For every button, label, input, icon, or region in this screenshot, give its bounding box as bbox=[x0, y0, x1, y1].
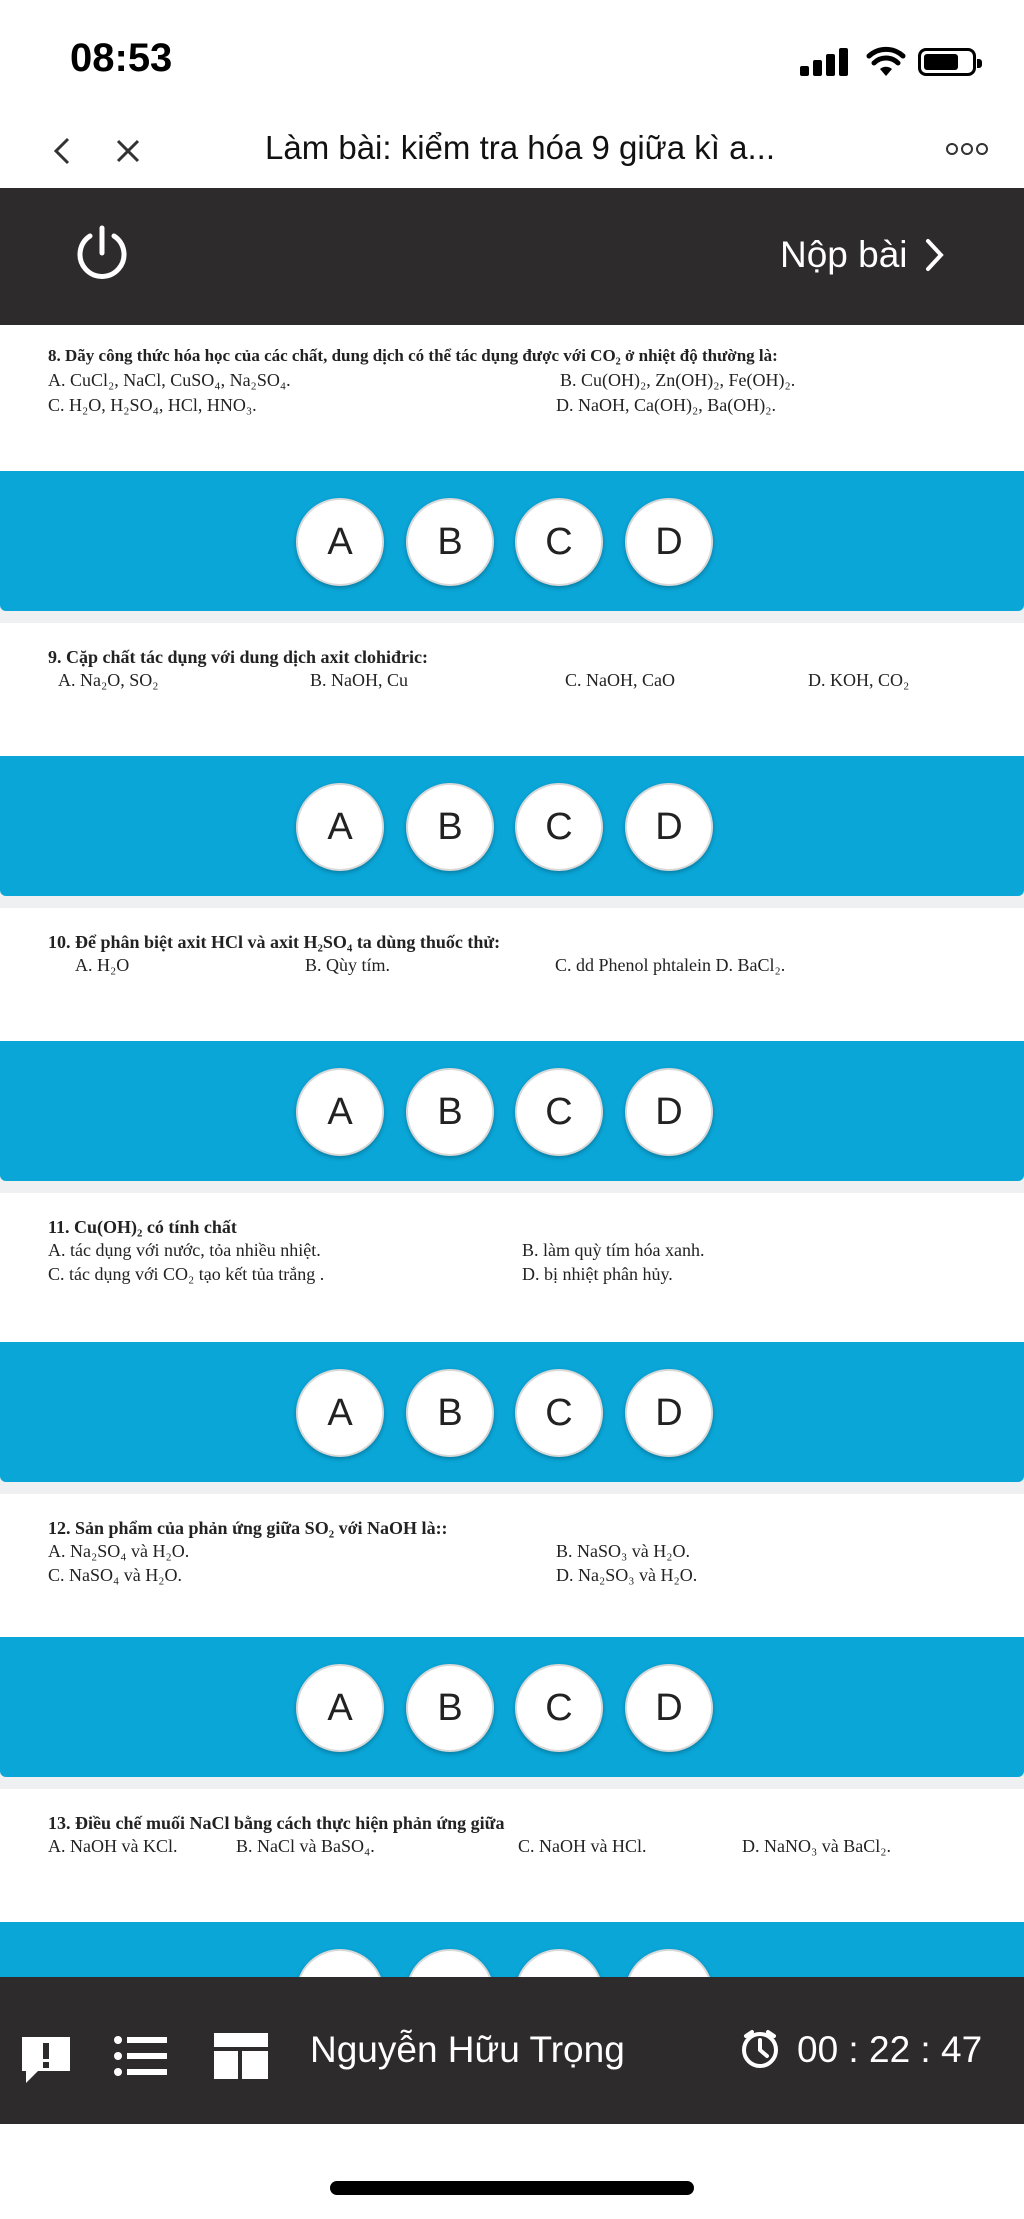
answer-b-button[interactable]: B bbox=[406, 1664, 494, 1752]
answer-c-button[interactable]: C bbox=[515, 1664, 603, 1752]
answer-a-button[interactable]: A bbox=[296, 783, 384, 871]
option-text: A. Na₂O, SO₂ bbox=[58, 670, 159, 690]
option-text: D. Na₂SO₃ và H₂O. bbox=[556, 1565, 698, 1585]
answer-d-button[interactable]: D bbox=[625, 1664, 713, 1752]
timer-icon bbox=[740, 2029, 780, 2069]
answer-b-button[interactable]: B bbox=[406, 1369, 494, 1457]
question-list[interactable] bbox=[0, 325, 1024, 1977]
layout-icon[interactable] bbox=[214, 2033, 268, 2079]
option-text: A. CuCl₂, NaCl, CuSO₄, Na₂SO₄. bbox=[48, 370, 291, 390]
battery-icon bbox=[918, 48, 976, 76]
question-text: 8. Dãy công thức hóa học của các chất, dung dịch có thể tác dụng được với CO₂ ở nhiệt độ thường là: bbox=[48, 346, 778, 365]
home-area bbox=[0, 2124, 1024, 2219]
answer-b-button[interactable]: B bbox=[406, 498, 494, 586]
student-name: Nguyễn Hữu Trọng bbox=[310, 2029, 625, 2070]
nav-bar bbox=[0, 115, 1024, 188]
option-text: C. NaOH và HCl. bbox=[518, 1836, 647, 1856]
chevron-left-icon[interactable] bbox=[44, 133, 80, 169]
answer-b-button[interactable]: B bbox=[406, 783, 494, 871]
answer-a-button[interactable]: A bbox=[296, 498, 384, 586]
answer-bar bbox=[0, 471, 1024, 611]
option-text: D. KOH, CO₂ bbox=[808, 670, 910, 690]
option-text: D. bị nhiệt phân hủy. bbox=[522, 1264, 673, 1284]
answer-b-button[interactable]: B bbox=[406, 1068, 494, 1156]
question-text: 9. Cặp chất tác dụng với dung dịch axit clohiđric: bbox=[48, 647, 429, 667]
option-text: C. H₂O, H₂SO₄, HCl, HNO₃. bbox=[48, 395, 257, 415]
quiz-footer bbox=[0, 1977, 1024, 2124]
option-text: B. làm quỳ tím hóa xanh. bbox=[522, 1240, 705, 1260]
question-text: 13. Điều chế muối NaCl bằng cách thực hiện phản ứng giữa bbox=[48, 1813, 505, 1833]
answer-a-button[interactable]: A bbox=[296, 1664, 384, 1752]
chevron-right-icon bbox=[924, 238, 946, 272]
answer-d-button[interactable]: D bbox=[625, 1369, 713, 1457]
answer-c-button[interactable]: C bbox=[515, 1369, 603, 1457]
submit-label: Nộp bài bbox=[780, 234, 908, 275]
option-text: B. Qùy tím. bbox=[305, 955, 391, 975]
option-text: A. H₂O bbox=[75, 955, 130, 975]
option-text: B. NaCl và BaSO₄. bbox=[236, 1836, 375, 1856]
answer-d-button[interactable]: D bbox=[625, 1068, 713, 1156]
option-text: C. dd Phenol phtalein D. BaCl₂. bbox=[555, 955, 786, 975]
question-card bbox=[0, 908, 1024, 1041]
home-indicator[interactable] bbox=[330, 2181, 694, 2195]
option-text: B. NaOH, Cu bbox=[310, 670, 408, 690]
option-text: A. tác dụng với nước, tỏa nhiều nhiệt. bbox=[48, 1240, 321, 1260]
option-text: D. NaOH, Ca(OH)₂, Ba(OH)₂. bbox=[556, 395, 776, 415]
option-text: D. NaNO₃ và BaCl₂. bbox=[742, 1836, 892, 1856]
question-card bbox=[0, 1494, 1024, 1637]
answer-c-button[interactable]: C bbox=[515, 1068, 603, 1156]
option-text: A. Na₂SO₄ và H₂O. bbox=[48, 1541, 190, 1561]
option-text: B. NaSO₃ và H₂O. bbox=[556, 1541, 691, 1561]
question-text: 11. Cu(OH)₂ có tính chất bbox=[48, 1217, 237, 1237]
option-text: C. tác dụng với CO₂ tạo kết tủa trắng . bbox=[48, 1264, 325, 1284]
more-dots-icon[interactable] bbox=[944, 139, 990, 159]
option-text: B. Cu(OH)₂, Zn(OH)₂, Fe(OH)₂. bbox=[560, 370, 796, 390]
status-bar bbox=[0, 0, 1024, 115]
wifi-icon bbox=[866, 44, 906, 78]
question-card bbox=[0, 1193, 1024, 1342]
signal-icon bbox=[800, 46, 850, 76]
option-text: A. NaOH và KCl. bbox=[48, 1836, 178, 1856]
quiz-header bbox=[0, 188, 1024, 325]
answer-a-button[interactable]: A bbox=[296, 1369, 384, 1457]
answer-c-button[interactable]: C bbox=[515, 498, 603, 586]
power-icon[interactable] bbox=[72, 223, 132, 283]
option-text: C. NaOH, CaO bbox=[565, 670, 675, 690]
submit-button[interactable] bbox=[780, 230, 946, 280]
option-text: C. NaSO₄ và H₂O. bbox=[48, 1565, 183, 1585]
answer-bar bbox=[0, 1637, 1024, 1777]
status-time: 08:53 bbox=[70, 36, 173, 80]
answer-c-button[interactable]: C bbox=[515, 783, 603, 871]
question-card bbox=[0, 623, 1024, 756]
report-icon[interactable] bbox=[18, 2031, 74, 2087]
answer-bar bbox=[0, 756, 1024, 896]
answer-d-button[interactable]: D bbox=[625, 498, 713, 586]
answer-bar bbox=[0, 1041, 1024, 1181]
answer-bar bbox=[0, 1342, 1024, 1482]
page-title: Làm bài: kiểm tra hóa 9 giữa kì a... bbox=[264, 129, 775, 166]
close-icon[interactable] bbox=[110, 133, 146, 169]
question-text: 12. Sản phẩm của phản ứng giữa SO₂ với NaOH là:: bbox=[48, 1518, 448, 1538]
list-icon[interactable] bbox=[113, 2035, 169, 2077]
question-card bbox=[0, 1789, 1024, 1922]
answer-a-button[interactable]: A bbox=[296, 1068, 384, 1156]
answer-d-button[interactable]: D bbox=[625, 783, 713, 871]
question-card bbox=[0, 325, 1024, 471]
question-text: 10. Để phân biệt axit HCl và axit H₂SO₄ ta dùng thuốc thử: bbox=[48, 932, 501, 952]
timer-text: 00 : 22 : 47 bbox=[797, 2029, 983, 2070]
